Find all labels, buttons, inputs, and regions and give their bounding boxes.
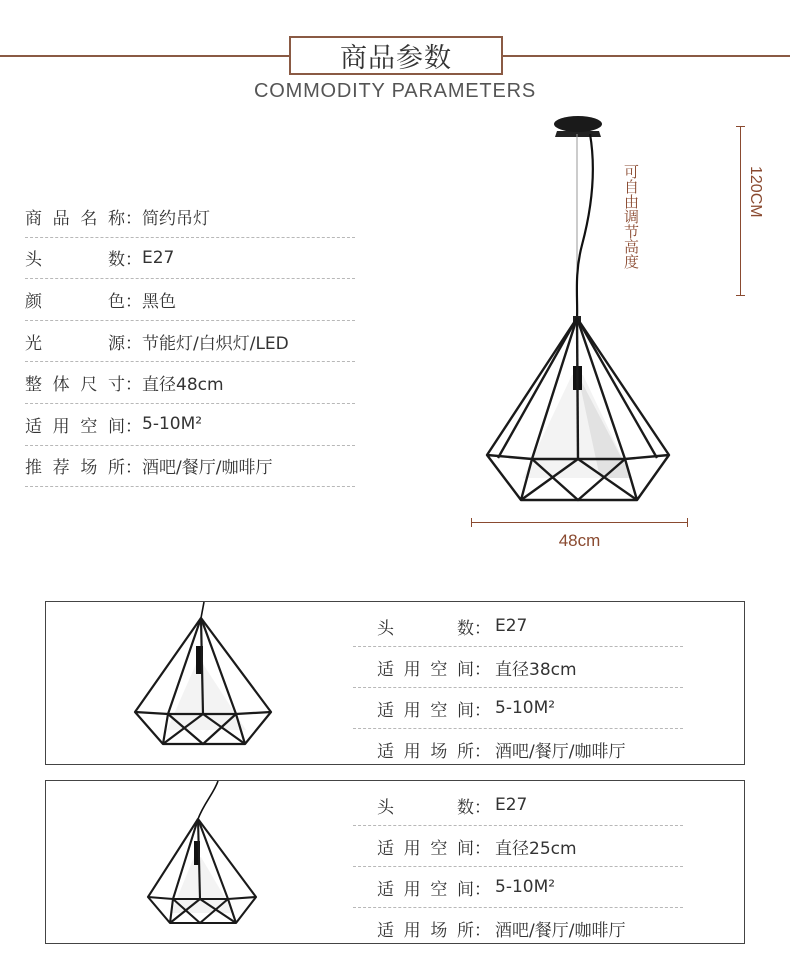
variant-spec-row: 头数 ： E27 (353, 785, 683, 826)
width-dimension-line (471, 522, 688, 523)
spec-value: E27 (142, 247, 175, 268)
variant-card (45, 601, 745, 765)
spec-row: 头数 ： E27 (25, 238, 355, 280)
spec-row: 光源 ： 节能灯/白炽灯/LED (25, 321, 355, 363)
variant-spec-row: 适用场所 ： 酒吧/餐厅/咖啡厅 (353, 908, 683, 949)
variant-spec-list (353, 785, 683, 949)
variant-spec-row: 适用场所 ： 酒吧/餐厅/咖啡厅 (353, 729, 683, 770)
spec-value: 节能灯/白炽灯/LED (142, 333, 289, 354)
section-title-text: 商品参数 (340, 43, 452, 74)
variant-spec-value: 5-10M² (495, 877, 556, 897)
adjustable-height-note: 可自由调节高度 (622, 164, 640, 269)
spec-label: 推荐场所 (25, 458, 125, 479)
variant-spec-list (353, 606, 683, 770)
height-dimension-cap-bottom (736, 295, 745, 296)
variant-card (45, 780, 745, 944)
variant-spec-value: E27 (495, 795, 528, 815)
variant-spec-value: E27 (495, 616, 528, 636)
spec-row: 整体尺寸 ： 直径48cm (25, 362, 355, 404)
spec-value: 5-10M² (142, 414, 203, 435)
section-subtitle: COMMODITY PARAMETERS (254, 80, 536, 102)
variant-spec-value: 酒吧/餐厅/咖啡厅 (495, 921, 626, 941)
variant-spec-label: 适用场所 (377, 921, 474, 941)
width-dimension-cap-right (687, 518, 688, 527)
spec-label: 头数 (25, 250, 125, 271)
spec-row: 颜色 ： 黑色 (25, 279, 355, 321)
spec-value: 直径48cm (142, 375, 224, 396)
spec-label: 适用空间 (25, 416, 125, 437)
spec-label: 商品名称 (25, 208, 125, 229)
height-dimension-line (740, 126, 741, 296)
variant-spec-label: 适用空间 (377, 659, 474, 680)
variant-spec-value: 直径25cm (495, 838, 577, 859)
variant-spec-label: 适用空间 (377, 838, 474, 859)
height-dimension-cap-top (736, 126, 745, 127)
spec-value: 酒吧/餐厅/咖啡厅 (142, 458, 273, 479)
spec-row: 推荐场所 ： 酒吧/餐厅/咖啡厅 (25, 446, 355, 488)
spec-value: 黑色 (142, 291, 176, 312)
spec-row: 商品名称 ： 简约吊灯 (25, 196, 355, 238)
variant-spec-label: 头数 (377, 797, 474, 818)
height-dimension-label: 120CM (747, 166, 764, 218)
variant-spec-value: 酒吧/餐厅/咖啡厅 (495, 742, 626, 762)
variant-spec-label: 适用场所 (377, 742, 474, 762)
spec-row: 适用空间 ： 5-10M² (25, 404, 355, 446)
variant-spec-row: 适用空间 ： 5-10M² (353, 867, 683, 908)
spec-value: 简约吊灯 (142, 208, 210, 229)
spec-label: 光源 (25, 333, 125, 354)
variant-spec-row: 适用空间 ： 直径38cm (353, 647, 683, 688)
variant-spec-label: 头数 (377, 618, 474, 639)
width-dimension-cap-left (471, 518, 472, 527)
variant-spec-value: 5-10M² (495, 698, 556, 718)
variant-spec-row: 头数 ： E27 (353, 606, 683, 647)
variant-spec-label: 适用空间 (377, 879, 474, 900)
variant-spec-value: 直径38cm (495, 659, 577, 680)
spec-label: 整体尺寸 (25, 375, 125, 396)
spec-label: 颜色 (25, 291, 125, 312)
variant-spec-label: 适用空间 (377, 700, 474, 721)
width-dimension-label: 48cm (558, 531, 601, 550)
variant-spec-row: 适用空间 ： 5-10M² (353, 688, 683, 729)
variant-spec-row: 适用空间 ： 直径25cm (353, 826, 683, 867)
